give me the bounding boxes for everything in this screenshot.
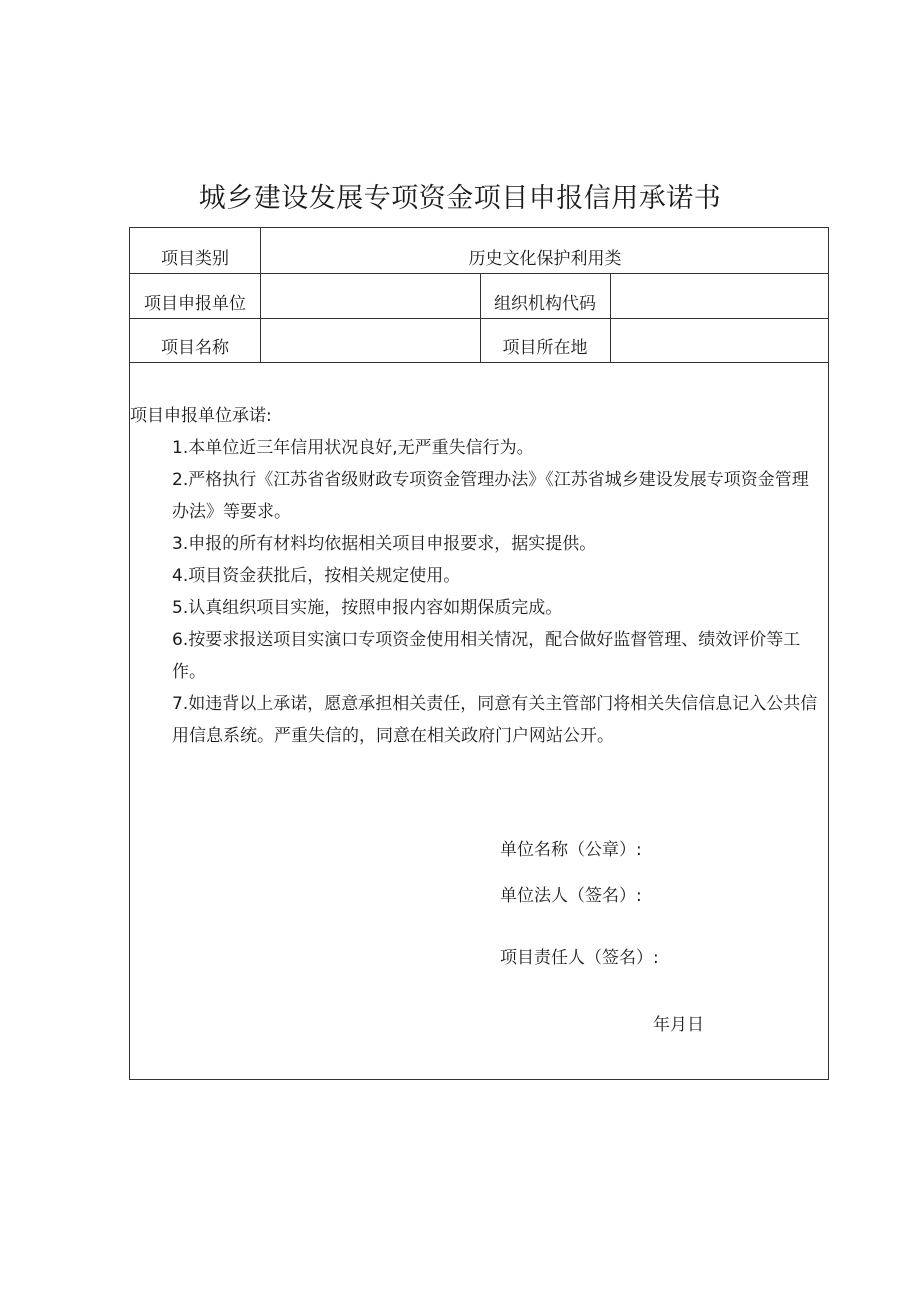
row-divider-1 <box>130 273 828 274</box>
project-category-label: 项目类别 <box>161 249 229 269</box>
commitment-item-7: 7.如违背以上承诺，愿意承担相关责任，同意有关主管部门将相关失信信息记入公共信用信息系统。严重失信的，同意在相关政府门户网站公开。 <box>172 694 818 746</box>
unit-name-seal-label: 单位名称（公章）: <box>500 840 642 860</box>
applicant-unit-label: 项目申报单位 <box>144 294 246 314</box>
project-name-field[interactable] <box>260 328 480 354</box>
org-code-field[interactable] <box>610 284 830 310</box>
project-location-field[interactable] <box>610 328 830 354</box>
project-location-label: 项目所在地 <box>502 338 588 358</box>
project-lead-signature-label: 项目责任人（签名）: <box>500 948 659 968</box>
project-name-label: 项目名称 <box>161 338 229 358</box>
commitment-item-5: 5.认真组织项目实施，按照申报内容如期保质完成。 <box>172 598 563 618</box>
applicant-unit-field[interactable] <box>260 284 480 310</box>
commitment-item-6: 6.按要求报送项目实演口专项资金使用相关情况，配合做好监督管理、绩效评价等工作。 <box>172 630 801 682</box>
org-code-label: 组织机构代码 <box>494 294 596 314</box>
document-title: 城乡建设发展专项资金项目申报信用承诺书 <box>198 183 722 214</box>
commitment-item-1: 1.本单位近三年信用状况良好,无严重失信行为。 <box>172 438 534 458</box>
commitment-heading: 项目申报单位承诺: <box>130 406 272 426</box>
commitment-form <box>129 227 829 1080</box>
commitment-item-3: 3.申报的所有材料均依据相关项目申报要求，据实提供。 <box>172 534 597 554</box>
commitment-body <box>130 400 823 752</box>
date-label: 年月日 <box>653 1015 704 1035</box>
project-category-value: 历史文化保护利用类 <box>468 249 622 269</box>
row-divider-2 <box>130 318 828 319</box>
commitment-item-2: 2.严格执行《江苏省省级财政专项资金管理办法》《江苏省城乡建设发展专项资金管理办法》等要求。 <box>172 470 809 522</box>
commitment-item-4: 4.项目资金获批后，按相关规定使用。 <box>172 566 461 586</box>
row-divider-3 <box>130 362 828 363</box>
legal-rep-signature-label: 单位法人（签名）: <box>500 886 642 906</box>
